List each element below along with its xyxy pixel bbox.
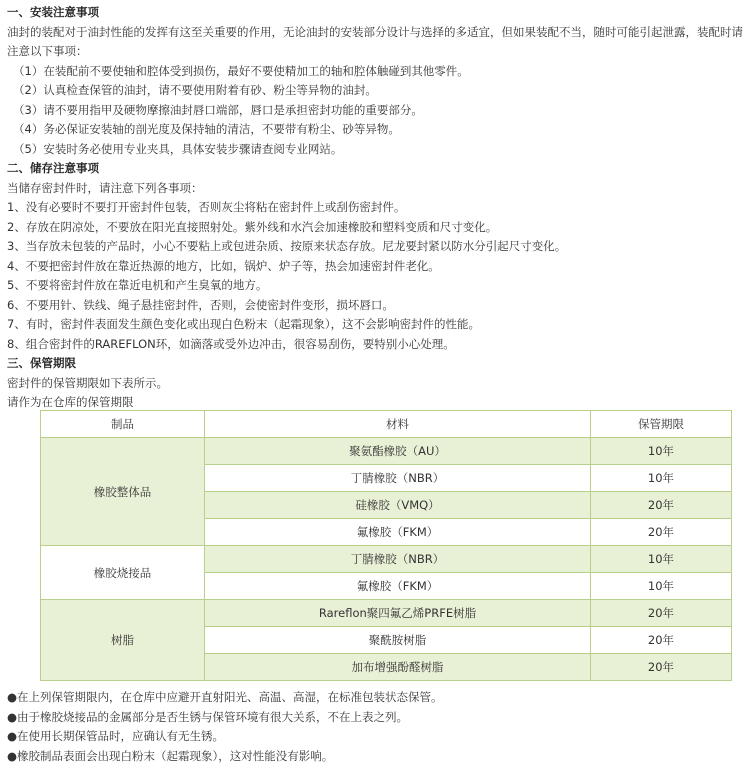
install-heading: 一、安装注意事项 bbox=[7, 5, 99, 19]
table-row bbox=[41, 438, 732, 465]
period-cell: 20年 bbox=[591, 492, 732, 519]
material-cell: 氟橡胶（FKM） bbox=[205, 519, 591, 546]
table-row bbox=[41, 546, 732, 573]
document-body bbox=[7, 3, 750, 413]
period-cell: 10年 bbox=[591, 573, 732, 600]
material-cell: Rareflon聚四氟乙烯PRFE树脂 bbox=[205, 600, 591, 627]
install-item: （5）安装时务必使用专业夹具，具体安装步骤请查阅专业网站。 bbox=[13, 141, 343, 156]
header-period: 保管期限 bbox=[591, 411, 732, 438]
material-cell: 丁腈橡胶（NBR） bbox=[205, 546, 591, 573]
install-item: （3）请不要用指甲及硬物摩擦油封唇口端部，唇口是承担密封功能的重要部分。 bbox=[13, 102, 423, 117]
product-cell: 树脂 bbox=[41, 600, 205, 681]
period-cell: 20年 bbox=[591, 627, 732, 654]
material-cell: 硅橡胶（VMQ） bbox=[205, 492, 591, 519]
period-heading: 三、保管期限 bbox=[7, 356, 76, 370]
material-cell: 聚酰胺树脂 bbox=[205, 627, 591, 654]
period-cell: 10年 bbox=[591, 465, 732, 492]
period-caption: 请作为在仓库的保管期限 bbox=[7, 395, 134, 409]
storage-item: 6、不要用针、铁线、绳子悬挂密封件，否则，会使密封件变形，损坏唇口。 bbox=[7, 297, 394, 312]
period-cell: 10年 bbox=[591, 438, 732, 465]
material-cell: 丁腈橡胶（NBR） bbox=[205, 465, 591, 492]
product-cell: 橡胶烧接品 bbox=[41, 546, 205, 600]
header-material: 材料 bbox=[205, 411, 591, 438]
storage-item: 2、存放在阴凉处，不要放在阳光直接照射处。紫外线和水汽会加速橡胶和塑料变质和尺寸变化。 bbox=[7, 219, 498, 234]
storage-item: 1、没有必要时不要打开密封件包装，否则灰尘将粘在密封件上或刮伤密封件。 bbox=[7, 200, 406, 214]
period-intro: 密封件的保管期限如下表所示。 bbox=[7, 375, 168, 390]
storage-item: 8、组合密封件的RAREFLON环，如滴落或受外边冲击，很容易刮伤，要特别小心处理。 bbox=[7, 336, 455, 351]
table-header-row bbox=[41, 411, 732, 438]
note-item: ●橡胶制品表面会出现白粉末（起霜现象），这对性能没有影响。 bbox=[7, 748, 334, 763]
period-cell: 20年 bbox=[591, 519, 732, 546]
storage-heading: 二、储存注意事项 bbox=[7, 161, 99, 175]
period-cell: 10年 bbox=[591, 546, 732, 573]
install-intro-line2: 注意以下事项： bbox=[7, 44, 88, 58]
notes-list bbox=[7, 688, 750, 766]
storage-intro: 当储存密封件时，请注意下列各事项： bbox=[7, 180, 203, 195]
storage-item: 4、不要把密封件放在靠近热源的地方，比如，锅炉、炉子等，热会加速密封件老化。 bbox=[7, 258, 440, 273]
storage-period-table bbox=[40, 410, 732, 681]
period-cell: 20年 bbox=[591, 600, 732, 627]
install-item: （4）务必保证安装轴的剖光度及保持轴的清洁，不要带有粉尘、砂等异物。 bbox=[13, 122, 400, 136]
storage-item: 7、有时，密封件表面发生颜色变化或出现白色粉末（起霜现象），这不会影响密封件的性能。 bbox=[7, 317, 481, 331]
material-cell: 氟橡胶（FKM） bbox=[205, 573, 591, 600]
header-product: 制品 bbox=[41, 411, 205, 438]
install-item: （2）认真检查保管的油封，请不要使用附着有砂、粉尘等异物的油封。 bbox=[13, 83, 377, 97]
note-item: ●由于橡胶烧接品的金属部分是否生锈与保管环境有很大关系，不在上表之列。 bbox=[7, 709, 409, 724]
install-item: （1）在装配前不要使轴和腔体受到损伤，最好不要使精加工的轴和腔体触碰到其他零件。 bbox=[13, 63, 469, 78]
storage-item: 3、当存放未包装的产品时，小心不要粘上或包进杂质、按原来状态存放。尼龙要封紧以防水分引起尺寸变化。 bbox=[7, 239, 567, 253]
product-cell: 橡胶整体品 bbox=[41, 438, 205, 546]
note-item: ●在使用长期保管品时，应确认有无生锈。 bbox=[7, 729, 225, 743]
period-cell: 20年 bbox=[591, 654, 732, 681]
note-item: ●在上列保管期限内，在仓库中应避开直射阳光、高温、高湿，在标准包装状态保管。 bbox=[7, 690, 443, 704]
table-row bbox=[41, 600, 732, 627]
material-cell: 加布增强酚醛树脂 bbox=[205, 654, 591, 681]
material-cell: 聚氨酯橡胶（AU） bbox=[205, 438, 591, 465]
storage-item: 5、不要将密封件放在靠近电机和产生臭氧的地方。 bbox=[7, 278, 268, 292]
install-intro-line1: 油封的装配对于油封性能的发挥有这至关重要的作用，无论油封的安装部分设计与选择的多适宜，但如果装配不当，随时可能引起泄露，装配时请 bbox=[7, 24, 743, 39]
